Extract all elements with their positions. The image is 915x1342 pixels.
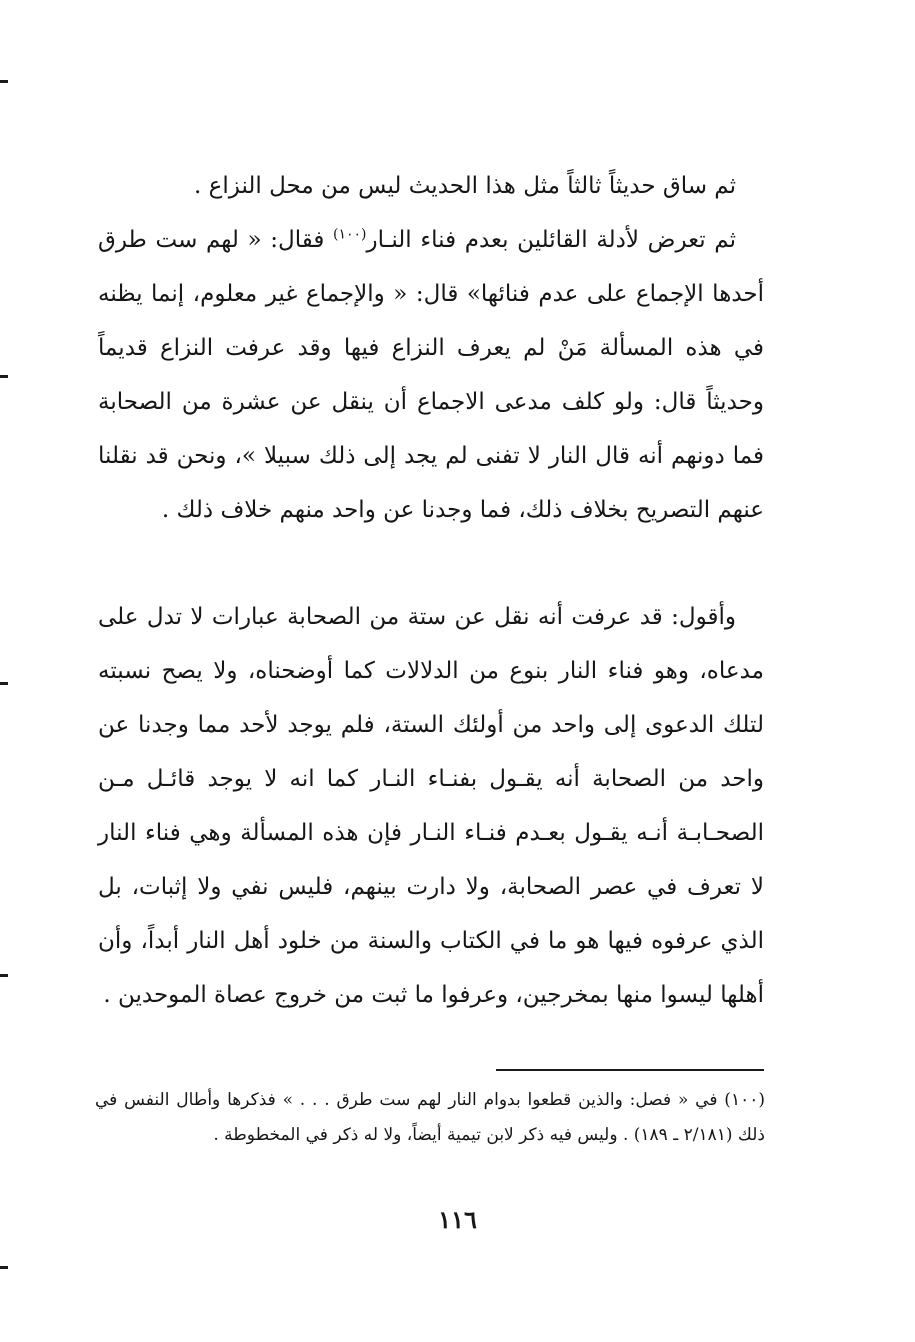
footnotes <box>95 1083 765 1153</box>
edge-mark <box>0 974 8 977</box>
edge-mark <box>0 682 8 685</box>
footnote-reference[interactable]: (١٠٠) <box>333 226 367 243</box>
paragraph-text: فقال: « لهم ست طرق أحدها الإجماع على عدم فنائها» قال: « والإجماع غير معلوم، إنما يظنه في هذه المسألة مَنْ لم يعرف النزاع فيها وقد عرفت النزاع قديماً وحديثاً قال: ولو كلف مدعى الاجماع أن ينقل عن عشرة من الصحابة فما دونهم أنه قال النار لا تفنى لم يجد إلى ذلك سبيلا »، ونحن قد نقلنا عنهم التصريح بخلاف ذلك، فما وجدنا عن واحد منهم خلاف ذلك . <box>98 227 764 523</box>
page-number: ١١٦ <box>438 1205 477 1234</box>
edge-mark <box>0 1266 8 1269</box>
main-text <box>98 159 764 537</box>
edge-mark <box>0 375 8 378</box>
paragraph: وأقول: قد عرفت أنه نقل عن ستة من الصحابة عبارات لا تدل على مدعاه، وهو فناء النار بنوع من الدلالات كما أوضحناه، ولا يصح نسبته لتلك الدعوى إلى واحد من أولئك الستة، فلم يوجد لأحد مما وجدنا عن واحد من الصحابة أنه يقـول بفنـاء النـار كما انه لا يوجد قائـل مـن الصحـابـة أنـه يقـول بعـدم فنـاء النـار فإن هذه المسألة وهي فناء النار لا تعرف في عصر الصحابة، ولا دارت بينهم، فليس نفي ولا إثبات، بل الذي عرفوه فيها هو ما في الكتاب والسنة من خلود أهل النار أبداً، وأن أهلها ليسوا منها بمخرجين، وعرفوا ما ثبت من خروج عصاة الموحدين . <box>98 604 764 1008</box>
paragraph <box>98 213 764 537</box>
footnote: (١٠٠) في « فصل: والذين قطعوا بدوام النار لهم ست طرق . . . » فذكرها وأطال النفس في ذلك (٢/١٨١ ـ ١٨٩) . وليس فيه ذكر لابن تيمية أيضاً، ولا له ذكر في المخطوطة . <box>95 1090 765 1145</box>
main-text <box>98 590 764 1022</box>
paragraph: ثم ساق حديثاً ثالثاً مثل هذا الحديث ليس من محل النزاع . <box>194 173 736 199</box>
paragraph-text: ثم تعرض لأدلة القائلين بعدم فناء النـار <box>366 227 737 253</box>
footnote-divider <box>496 1069 764 1071</box>
edge-mark <box>0 80 8 83</box>
